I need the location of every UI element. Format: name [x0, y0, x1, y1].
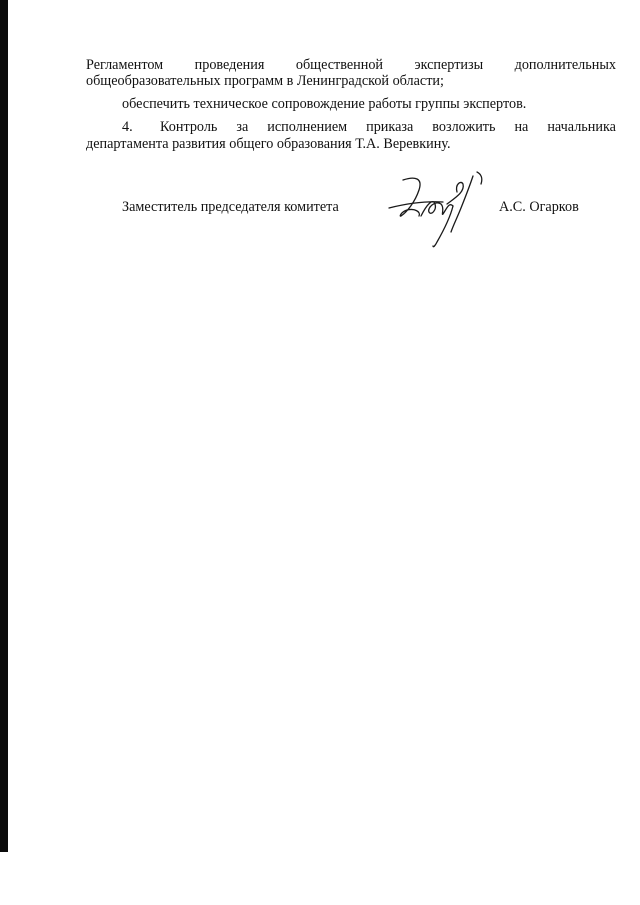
signatory-name: А.С. Огарков	[499, 199, 579, 215]
item-4-line-1	[160, 118, 616, 136]
word: приказа	[366, 119, 414, 135]
word: экспертизы	[414, 57, 484, 73]
word: исполнением	[267, 119, 348, 135]
word: на	[514, 119, 529, 135]
word: Контроль	[160, 119, 218, 135]
paragraph-1-line-2: общеобразовательных программ в Ленинградской области;	[86, 73, 444, 89]
word: дополнительных	[514, 57, 616, 73]
word: за	[236, 119, 249, 135]
word: начальника	[547, 119, 616, 135]
word: общественной	[295, 57, 384, 73]
word: проведения	[194, 57, 265, 73]
signatory-position: Заместитель председателя комитета	[122, 199, 339, 215]
handwritten-signature	[385, 168, 495, 252]
paragraph-2: обеспечить техническое сопровождение работы группы экспертов.	[122, 96, 527, 112]
word: возложить	[432, 119, 496, 135]
word: Регламентом	[86, 57, 164, 73]
item-4-number: 4.	[122, 119, 133, 135]
item-4-line-2: департамента развития общего образования Т.А. Веревкину.	[86, 136, 451, 152]
